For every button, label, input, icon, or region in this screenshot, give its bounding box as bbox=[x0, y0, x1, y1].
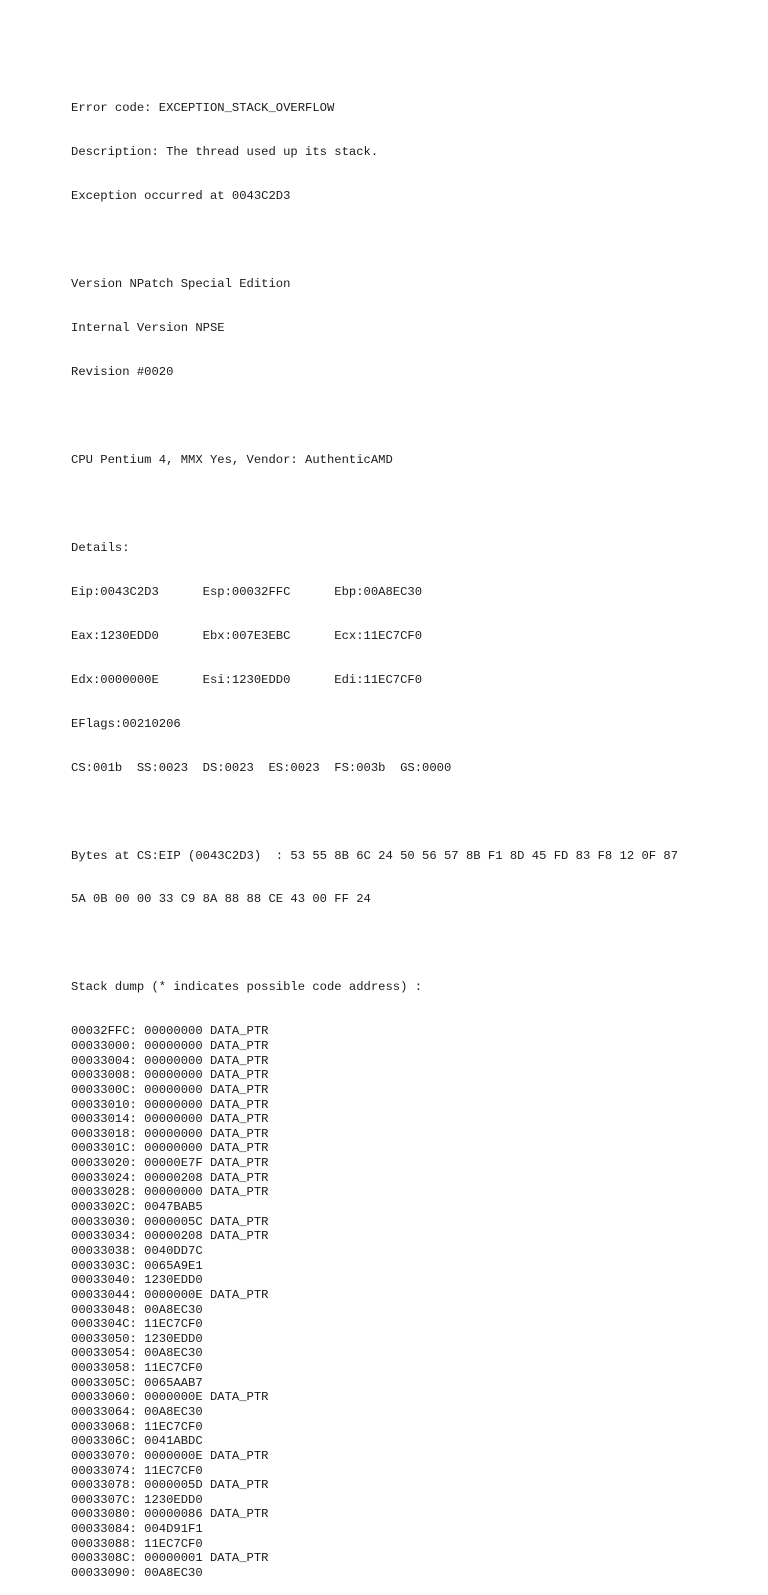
error-description-line: Description: The thread used up its stack. bbox=[71, 145, 379, 160]
stack-dump-entry: 00032FFC: 00000000 DATA_PTR bbox=[71, 1024, 269, 1039]
stack-dump-entry: 00033040: 1230EDD0 bbox=[71, 1273, 203, 1288]
register-row: Eip:0043C2D3 Esp:00032FFC Ebp:00A8EC30 bbox=[71, 584, 423, 599]
stack-dump-entry: 00033044: 0000000E DATA_PTR bbox=[71, 1287, 269, 1302]
stack-dump-entry: 0003301C: 00000000 DATA_PTR bbox=[71, 1141, 269, 1156]
stack-dump-entry: 00033064: 00A8EC30 bbox=[71, 1404, 203, 1419]
stack-dump-entry: 00033060: 0000000E DATA_PTR bbox=[71, 1390, 269, 1405]
revision-line: Revision #0020 bbox=[71, 365, 174, 380]
spacer bbox=[71, 497, 678, 512]
stack-dump-entry: 00033008: 00000000 DATA_PTR bbox=[71, 1068, 269, 1083]
stack-dump-entry: 00033030: 0000005C DATA_PTR bbox=[71, 1214, 269, 1229]
stack-dump-entry: 00033070: 0000000E DATA_PTR bbox=[71, 1448, 269, 1463]
version-line: Version NPatch Special Edition bbox=[71, 277, 291, 292]
exception-location-line: Exception occurred at 0043C2D3 bbox=[71, 189, 291, 204]
stack-dump-entry: 00033080: 00000086 DATA_PTR bbox=[71, 1507, 269, 1522]
stack-dump-entry: 00033024: 00000208 DATA_PTR bbox=[71, 1170, 269, 1185]
stack-dump-entry: 00033048: 00A8EC30 bbox=[71, 1302, 203, 1317]
register-row: Eax:1230EDD0 Ebx:007E3EBC Ecx:11EC7CF0 bbox=[71, 628, 423, 643]
spacer bbox=[71, 805, 678, 820]
eflags-line: EFlags:00210206 bbox=[71, 716, 181, 731]
stack-dump-entry: 00033010: 00000000 DATA_PTR bbox=[71, 1097, 269, 1112]
stack-dump-entry: 00033028: 00000000 DATA_PTR bbox=[71, 1185, 269, 1200]
stack-dump-entry: 00033058: 11EC7CF0 bbox=[71, 1361, 203, 1376]
stack-dump-entry: 00033018: 00000000 DATA_PTR bbox=[71, 1126, 269, 1141]
stack-dump-entry: 00033084: 004D91F1 bbox=[71, 1522, 203, 1537]
stack-dump-entry: 0003304C: 11EC7CF0 bbox=[71, 1317, 203, 1332]
spacer bbox=[71, 409, 678, 424]
stack-dump-entry: 0003306C: 0041ABDC bbox=[71, 1434, 203, 1449]
details-header: Details: bbox=[71, 540, 130, 555]
spacer bbox=[71, 936, 678, 951]
stack-dump-entry: 00033004: 00000000 DATA_PTR bbox=[71, 1053, 269, 1068]
stack-dump-entry: 00033078: 0000005D DATA_PTR bbox=[71, 1478, 269, 1493]
internal-version-line: Internal Version NPSE bbox=[71, 321, 225, 336]
stack-dump-list bbox=[71, 1024, 678, 1580]
stack-dump-entry: 0003308C: 00000001 DATA_PTR bbox=[71, 1551, 269, 1566]
register-row: Edx:0000000E Esi:1230EDD0 Edi:11EC7CF0 bbox=[71, 672, 423, 687]
spacer bbox=[71, 233, 678, 248]
segment-registers-line: CS:001b SS:0023 DS:0023 ES:0023 FS:003b GS:0000 bbox=[71, 760, 452, 775]
stack-dump-entry: 00033000: 00000000 DATA_PTR bbox=[71, 1038, 269, 1053]
stack-dump-entry: 00033014: 00000000 DATA_PTR bbox=[71, 1112, 269, 1127]
stack-dump-entry: 00033090: 00A8EC30 bbox=[71, 1566, 203, 1581]
crash-report bbox=[71, 72, 678, 1595]
stack-dump-entry: 0003305C: 0065AAB7 bbox=[71, 1375, 203, 1390]
cpu-line: CPU Pentium 4, MMX Yes, Vendor: AuthenticAMD bbox=[71, 452, 393, 467]
stack-dump-header: Stack dump (* indicates possible code address) : bbox=[71, 980, 423, 995]
bytes-at-eip-continuation: 5A 0B 00 00 33 C9 8A 88 88 CE 43 00 FF 24 bbox=[71, 892, 371, 907]
stack-dump-entry: 00033020: 00000E7F DATA_PTR bbox=[71, 1156, 269, 1171]
stack-dump-entry: 00033038: 0040DD7C bbox=[71, 1243, 203, 1258]
stack-dump-entry: 00033074: 11EC7CF0 bbox=[71, 1463, 203, 1478]
stack-dump-entry: 0003303C: 0065A9E1 bbox=[71, 1258, 203, 1273]
stack-dump-entry: 0003302C: 0047BAB5 bbox=[71, 1200, 203, 1215]
stack-dump-entry: 0003300C: 00000000 DATA_PTR bbox=[71, 1082, 269, 1097]
bytes-at-eip-line: Bytes at CS:EIP (0043C2D3) : 53 55 8B 6C 24 50 56 57 8B F1 8D 45 FD 83 F8 12 0F 87 bbox=[71, 848, 679, 863]
stack-dump-entry: 00033088: 11EC7CF0 bbox=[71, 1536, 203, 1551]
error-code-line: Error code: EXCEPTION_STACK_OVERFLOW bbox=[71, 101, 335, 116]
stack-dump-entry: 0003307C: 1230EDD0 bbox=[71, 1492, 203, 1507]
stack-dump-entry: 00033050: 1230EDD0 bbox=[71, 1331, 203, 1346]
stack-dump-entry: 00033034: 00000208 DATA_PTR bbox=[71, 1229, 269, 1244]
stack-dump-entry: 00033054: 00A8EC30 bbox=[71, 1346, 203, 1361]
stack-dump-entry: 00033068: 11EC7CF0 bbox=[71, 1419, 203, 1434]
